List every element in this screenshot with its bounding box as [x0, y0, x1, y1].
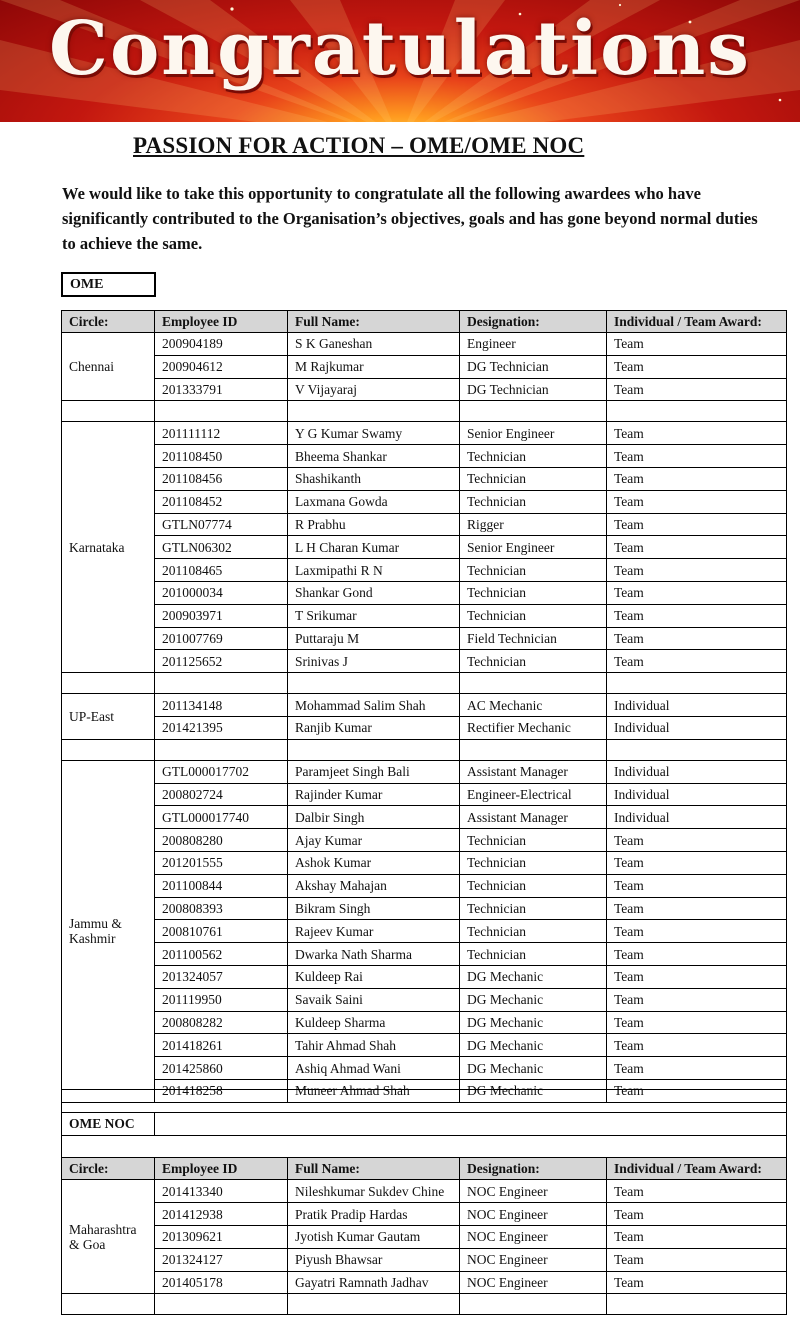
- noc-label-row: [62, 1112, 787, 1135]
- column-header: Individual / Team Award:: [607, 1158, 787, 1180]
- full-name-cell: S K Ganeshan: [288, 333, 460, 356]
- employee-id-cell: 200808393: [155, 897, 288, 920]
- table-row: [62, 333, 787, 356]
- employee-id-cell: GTL000017740: [155, 806, 288, 829]
- banner-title: Congratulations: [49, 6, 751, 92]
- designation-cell: NOC Engineer: [460, 1203, 607, 1226]
- empty-cell: [288, 401, 460, 422]
- table-row: [62, 627, 787, 650]
- full-name-cell: Akshay Mahajan: [288, 874, 460, 897]
- congratulations-banner: [0, 0, 800, 122]
- table-row: [62, 650, 787, 673]
- designation-cell: DG Technician: [460, 355, 607, 378]
- employee-id-cell: 201000034: [155, 581, 288, 604]
- full-name-cell: M Rajkumar: [288, 355, 460, 378]
- award-type-cell: Team: [607, 467, 787, 490]
- column-header: Designation:: [460, 1158, 607, 1180]
- ome-noc-section-label: OME NOC: [62, 1112, 155, 1135]
- full-name-cell: Laxmana Gowda: [288, 490, 460, 513]
- award-type-cell: Team: [607, 333, 787, 356]
- ome-awardees-table: [61, 310, 787, 1103]
- full-name-cell: R Prabhu: [288, 513, 460, 536]
- table-row: [62, 1011, 787, 1034]
- empty-cell: [62, 739, 155, 760]
- employee-id-cell: 201324127: [155, 1248, 288, 1271]
- award-type-cell: Team: [607, 943, 787, 966]
- employee-id-cell: 201425860: [155, 1057, 288, 1080]
- designation-cell: NOC Engineer: [460, 1225, 607, 1248]
- employee-id-cell: 201412938: [155, 1203, 288, 1226]
- employee-id-cell: 201421395: [155, 716, 288, 739]
- full-name-cell: Laxmipathi R N: [288, 559, 460, 582]
- full-name-cell: Dalbir Singh: [288, 806, 460, 829]
- employee-id-cell: 201324057: [155, 965, 288, 988]
- designation-cell: Technician: [460, 851, 607, 874]
- employee-id-cell: 201119950: [155, 988, 288, 1011]
- full-name-cell: Nileshkumar Sukdev Chine: [288, 1180, 460, 1203]
- employee-id-cell: 201007769: [155, 627, 288, 650]
- award-type-cell: Team: [607, 1225, 787, 1248]
- blank-row: [62, 1294, 787, 1315]
- designation-cell: DG Mechanic: [460, 1057, 607, 1080]
- designation-cell: Assistant Manager: [460, 760, 607, 783]
- empty-cell: [155, 739, 288, 760]
- ome-section-label: OME: [61, 272, 156, 297]
- full-name-cell: Ranjib Kumar: [288, 716, 460, 739]
- full-name-cell: Kuldeep Rai: [288, 965, 460, 988]
- table-row: [62, 1034, 787, 1057]
- full-name-cell: Paramjeet Singh Bali: [288, 760, 460, 783]
- table-header-row: [62, 311, 787, 333]
- designation-cell: DG Mechanic: [460, 965, 607, 988]
- award-type-cell: Team: [607, 920, 787, 943]
- circle-cell: Jammu & Kashmir: [62, 760, 155, 1102]
- empty-cell: [607, 739, 787, 760]
- blank-row: [62, 1135, 787, 1158]
- employee-id-cell: 201125652: [155, 650, 288, 673]
- table-row: [62, 783, 787, 806]
- full-name-cell: T Srikumar: [288, 604, 460, 627]
- designation-cell: Technician: [460, 490, 607, 513]
- full-name-cell: Kuldeep Sharma: [288, 1011, 460, 1034]
- empty-cell: [288, 1294, 460, 1315]
- table-row: [62, 874, 787, 897]
- empty-cell: [62, 673, 155, 694]
- employee-id-cell: 201100844: [155, 874, 288, 897]
- employee-id-cell: 201418261: [155, 1034, 288, 1057]
- designation-cell: DG Mechanic: [460, 988, 607, 1011]
- award-type-cell: Team: [607, 965, 787, 988]
- table-row: [62, 851, 787, 874]
- table-row: [62, 490, 787, 513]
- award-type-cell: Team: [607, 1011, 787, 1034]
- award-type-cell: Team: [607, 1203, 787, 1226]
- award-type-cell: Team: [607, 422, 787, 445]
- circle-cell: Maharashtra & Goa: [62, 1180, 155, 1294]
- blank-row: [62, 673, 787, 694]
- employee-id-cell: 201405178: [155, 1271, 288, 1294]
- empty-cell: [155, 1294, 288, 1315]
- column-header: Employee ID: [155, 311, 288, 333]
- employee-id-cell: 200808282: [155, 1011, 288, 1034]
- full-name-cell: Rajeev Kumar: [288, 920, 460, 943]
- empty-cell: [288, 739, 460, 760]
- full-name-cell: Ajay Kumar: [288, 829, 460, 852]
- empty-cell: [288, 673, 460, 694]
- award-type-cell: Team: [607, 445, 787, 468]
- designation-cell: Assistant Manager: [460, 806, 607, 829]
- table-row: [62, 988, 787, 1011]
- empty-cell: [460, 1294, 607, 1315]
- award-type-cell: Team: [607, 581, 787, 604]
- full-name-cell: Y G Kumar Swamy: [288, 422, 460, 445]
- table-row: [62, 378, 787, 401]
- award-type-cell: Team: [607, 1180, 787, 1203]
- empty-cell: [155, 1112, 787, 1135]
- designation-cell: Rectifier Mechanic: [460, 716, 607, 739]
- award-type-cell: Team: [607, 627, 787, 650]
- employee-id-cell: 200904189: [155, 333, 288, 356]
- designation-cell: Technician: [460, 920, 607, 943]
- designation-cell: Technician: [460, 604, 607, 627]
- award-type-cell: Team: [607, 355, 787, 378]
- designation-cell: DG Mechanic: [460, 1034, 607, 1057]
- full-name-cell: V Vijayaraj: [288, 378, 460, 401]
- designation-cell: Technician: [460, 650, 607, 673]
- table-row: [62, 1271, 787, 1294]
- award-type-cell: Team: [607, 559, 787, 582]
- award-type-cell: Individual: [607, 694, 787, 717]
- circle-cell: Karnataka: [62, 422, 155, 673]
- designation-cell: Rigger: [460, 513, 607, 536]
- award-type-cell: Team: [607, 897, 787, 920]
- designation-cell: Senior Engineer: [460, 536, 607, 559]
- table-header-row: [62, 1158, 787, 1180]
- blank-row: [62, 401, 787, 422]
- employee-id-cell: 201309621: [155, 1225, 288, 1248]
- ome-noc-table: [61, 1089, 787, 1315]
- employee-id-cell: GTL000017702: [155, 760, 288, 783]
- table-row: [62, 965, 787, 988]
- empty-cell: [62, 1090, 787, 1113]
- award-type-cell: Individual: [607, 760, 787, 783]
- award-type-cell: Team: [607, 536, 787, 559]
- full-name-cell: Mohammad Salim Shah: [288, 694, 460, 717]
- table-row: [62, 604, 787, 627]
- designation-cell: Technician: [460, 829, 607, 852]
- full-name-cell: Gayatri Ramnath Jadhav: [288, 1271, 460, 1294]
- table-row: [62, 1225, 787, 1248]
- award-type-cell: Team: [607, 650, 787, 673]
- full-name-cell: Shankar Gond: [288, 581, 460, 604]
- employee-id-cell: 200904612: [155, 355, 288, 378]
- designation-cell: Technician: [460, 445, 607, 468]
- table-row: [62, 445, 787, 468]
- award-type-cell: Team: [607, 1034, 787, 1057]
- column-header: Full Name:: [288, 311, 460, 333]
- award-type-cell: Individual: [607, 783, 787, 806]
- table-row: [62, 355, 787, 378]
- table-row: [62, 897, 787, 920]
- table-row: [62, 1248, 787, 1271]
- award-type-cell: Individual: [607, 806, 787, 829]
- empty-cell: [460, 401, 607, 422]
- full-name-cell: Rajinder Kumar: [288, 783, 460, 806]
- empty-cell: [460, 739, 607, 760]
- table-row: [62, 513, 787, 536]
- full-name-cell: Jyotish Kumar Gautam: [288, 1225, 460, 1248]
- designation-cell: Technician: [460, 581, 607, 604]
- full-name-cell: Shashikanth: [288, 467, 460, 490]
- employee-id-cell: GTLN07774: [155, 513, 288, 536]
- empty-cell: [155, 401, 288, 422]
- employee-id-cell: 200802724: [155, 783, 288, 806]
- column-header: Circle:: [62, 1158, 155, 1180]
- designation-cell: NOC Engineer: [460, 1180, 607, 1203]
- award-type-cell: Team: [607, 490, 787, 513]
- empty-cell: [62, 1135, 787, 1158]
- award-type-cell: Team: [607, 513, 787, 536]
- column-header: Circle:: [62, 311, 155, 333]
- designation-cell: Technician: [460, 897, 607, 920]
- empty-cell: [607, 1294, 787, 1315]
- award-type-cell: Team: [607, 988, 787, 1011]
- table-row: [62, 536, 787, 559]
- designation-cell: Field Technician: [460, 627, 607, 650]
- full-name-cell: L H Charan Kumar: [288, 536, 460, 559]
- employee-id-cell: 201108452: [155, 490, 288, 513]
- full-name-cell: Muneer Ahmad Shah: [288, 1079, 460, 1102]
- designation-cell: Technician: [460, 559, 607, 582]
- circle-cell: Chennai: [62, 333, 155, 401]
- blank-row: [62, 1090, 787, 1113]
- page-title: PASSION FOR ACTION – OME/OME NOC: [133, 133, 585, 158]
- table-row: [62, 760, 787, 783]
- designation-cell: Senior Engineer: [460, 422, 607, 445]
- table-row: [62, 806, 787, 829]
- designation-cell: NOC Engineer: [460, 1271, 607, 1294]
- employee-id-cell: 201418258: [155, 1079, 288, 1102]
- employee-id-cell: 201413340: [155, 1180, 288, 1203]
- award-type-cell: Team: [607, 874, 787, 897]
- award-type-cell: Team: [607, 1079, 787, 1102]
- full-name-cell: Pratik Pradip Hardas: [288, 1203, 460, 1226]
- column-header: Individual / Team Award:: [607, 311, 787, 333]
- designation-cell: DG Mechanic: [460, 1079, 607, 1102]
- intro-paragraph: We would like to take this opportunity to congratulate all the following awardees who have significantly contributed to the Organisation’s objectives, goals and has gone beyond normal duties to achieve the same.: [62, 184, 758, 253]
- employee-id-cell: 201111112: [155, 422, 288, 445]
- employee-id-cell: 200903971: [155, 604, 288, 627]
- full-name-cell: Ashok Kumar: [288, 851, 460, 874]
- full-name-cell: Dwarka Nath Sharma: [288, 943, 460, 966]
- table-row: [62, 581, 787, 604]
- employee-id-cell: 201134148: [155, 694, 288, 717]
- table-row: [62, 920, 787, 943]
- empty-cell: [62, 401, 155, 422]
- designation-cell: DG Technician: [460, 378, 607, 401]
- employee-id-cell: 201108465: [155, 559, 288, 582]
- designation-cell: Engineer-Electrical: [460, 783, 607, 806]
- award-type-cell: Team: [607, 829, 787, 852]
- employee-id-cell: 200808280: [155, 829, 288, 852]
- designation-cell: Engineer: [460, 333, 607, 356]
- full-name-cell: Srinivas J: [288, 650, 460, 673]
- award-type-cell: Team: [607, 1057, 787, 1080]
- empty-cell: [607, 673, 787, 694]
- empty-cell: [607, 401, 787, 422]
- blank-row: [62, 739, 787, 760]
- designation-cell: AC Mechanic: [460, 694, 607, 717]
- table-row: [62, 1057, 787, 1080]
- award-type-cell: Team: [607, 378, 787, 401]
- employee-id-cell: 201333791: [155, 378, 288, 401]
- full-name-cell: Ashiq Ahmad Wani: [288, 1057, 460, 1080]
- circle-cell: UP-East: [62, 694, 155, 740]
- empty-cell: [155, 673, 288, 694]
- employee-id-cell: 201100562: [155, 943, 288, 966]
- empty-cell: [460, 673, 607, 694]
- table-row: [62, 1203, 787, 1226]
- table-row: [62, 467, 787, 490]
- employee-id-cell: 200810761: [155, 920, 288, 943]
- column-header: Designation:: [460, 311, 607, 333]
- table-row: [62, 716, 787, 739]
- full-name-cell: Piyush Bhawsar: [288, 1248, 460, 1271]
- award-type-cell: Team: [607, 604, 787, 627]
- table-row: [62, 943, 787, 966]
- full-name-cell: Tahir Ahmad Shah: [288, 1034, 460, 1057]
- full-name-cell: Puttaraju M: [288, 627, 460, 650]
- full-name-cell: Savaik Saini: [288, 988, 460, 1011]
- empty-cell: [62, 1294, 155, 1315]
- award-type-cell: Individual: [607, 716, 787, 739]
- employee-id-cell: 201108456: [155, 467, 288, 490]
- designation-cell: Technician: [460, 874, 607, 897]
- employee-id-cell: 201201555: [155, 851, 288, 874]
- designation-cell: Technician: [460, 467, 607, 490]
- column-header: Full Name:: [288, 1158, 460, 1180]
- table-row: [62, 559, 787, 582]
- table-row: [62, 694, 787, 717]
- award-type-cell: Team: [607, 1271, 787, 1294]
- designation-cell: DG Mechanic: [460, 1011, 607, 1034]
- table-row: [62, 422, 787, 445]
- award-type-cell: Team: [607, 1248, 787, 1271]
- full-name-cell: Bikram Singh: [288, 897, 460, 920]
- designation-cell: Technician: [460, 943, 607, 966]
- table-row: [62, 1180, 787, 1203]
- employee-id-cell: 201108450: [155, 445, 288, 468]
- employee-id-cell: GTLN06302: [155, 536, 288, 559]
- designation-cell: NOC Engineer: [460, 1248, 607, 1271]
- award-type-cell: Team: [607, 851, 787, 874]
- full-name-cell: Bheema Shankar: [288, 445, 460, 468]
- column-header: Employee ID: [155, 1158, 288, 1180]
- table-row: [62, 829, 787, 852]
